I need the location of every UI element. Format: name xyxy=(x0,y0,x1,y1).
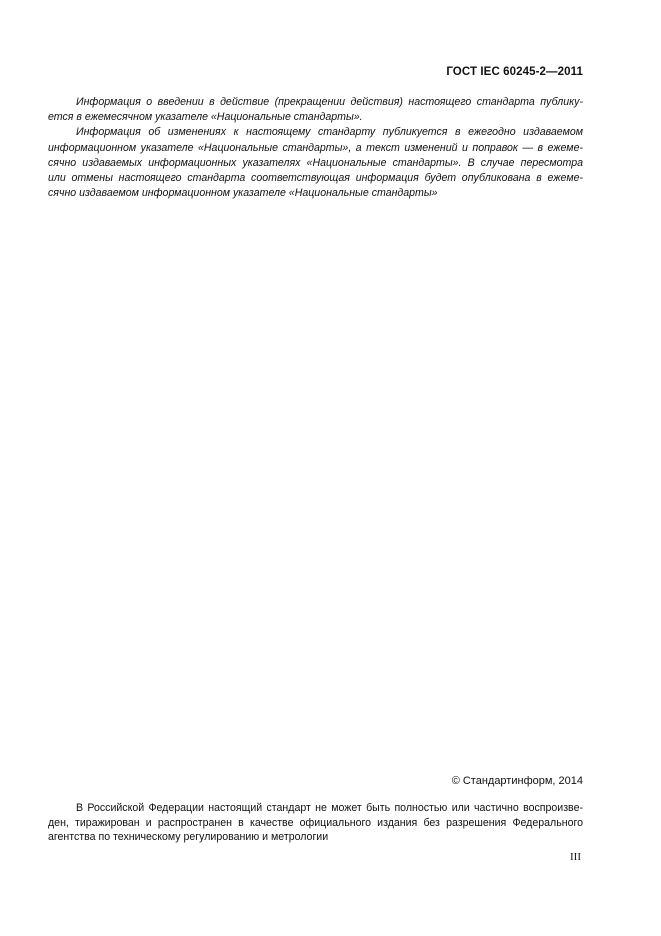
info-paragraph-2-line-4: или отмены настоящего стандарта соответствующая информация будет опубликована в ежеме- xyxy=(48,172,583,185)
copyright-notice: © Стандартинформ, 2014 xyxy=(451,775,583,787)
info-paragraph-2-line-1: Информация об изменениях к настоящему стандарту публикуется в ежегодно издаваемом xyxy=(76,126,583,139)
standard-code-header: ГОСТ IEC 60245-2—2011 xyxy=(446,66,583,78)
info-paragraph-1-line-2: ется в ежемесячном указателе «Национальные стандарты». xyxy=(48,111,363,124)
legal-notice-block xyxy=(48,801,583,845)
info-paragraph-2-line-5: сячно издаваемом информационном указателе «Национальные стандарты» xyxy=(48,187,438,200)
legal-line-3: агентства по техническому регулированию и метрологии xyxy=(48,831,329,844)
legal-line-1: В Российской Федерации настоящий стандарт не может быть полностью или частично воспроизве- xyxy=(76,802,583,814)
page-number: III xyxy=(570,851,581,863)
info-paragraph-2-line-2: информационном указателе «Национальные стандарты», а текст изменений и поправок — в ежеме- xyxy=(48,141,583,154)
info-paragraph-1-line-1: Информация о введении в действие (прекращении действия) настоящего стандарта публику- xyxy=(76,96,583,108)
info-paragraph-2-line-3: сячно издаваемых информационных указателях «Национальные стандарты». В случае пересмотра xyxy=(48,156,583,169)
publication-info-block xyxy=(48,95,583,201)
legal-line-2: ден, тиражирован и распространен в качестве официального издания без разрешения Федерального xyxy=(48,816,583,829)
